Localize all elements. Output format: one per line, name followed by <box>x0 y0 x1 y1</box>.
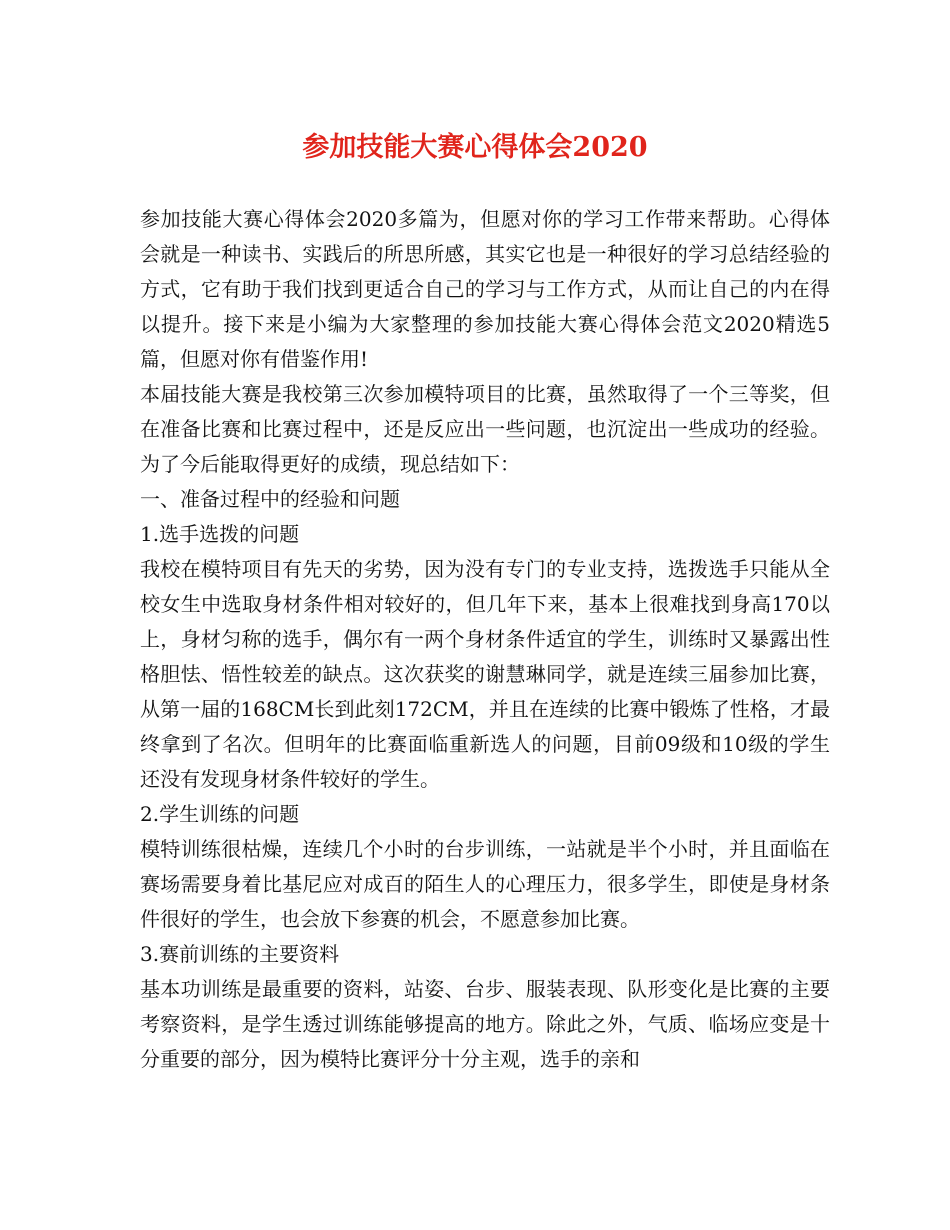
subheading-3: 3.赛前训练的主要资料 <box>140 942 340 966</box>
paragraph-intro: 参加技能大赛心得体会2020多篇为，但愿对你的学习工作带来帮助。心得体会就是一种读书、实践后的所思所感，其实它也是一种很好的学习总结经验的方式，它有助于我们找到更适合自己的学习与工作方式，从而让自己的内在得以提升。接下来是小编为大家整理的参加技能大赛心得体会范文2020精选5篇，但愿对你有借鉴作用! <box>140 207 830 371</box>
paragraph-training: 模特训练很枯燥，连续几个小时的台步训练，一站就是半个小时，并且面临在赛场需要身着比基尼应对成百的陌生人的心理压力，很多学生，即使是身材条件很好的学生，也会放下参赛的机会，不愿意参加比赛。 <box>140 837 830 931</box>
document-body <box>140 202 830 1077</box>
paragraph-materials: 基本功训练是最重要的资料，站姿、台步、服装表现、队形变化是比赛的主要考察资料，是学生透过训练能够提高的地方。除此之外，气质、临场应变是十分重要的部分，因为模特比赛评分十分主观，选手的亲和 <box>140 977 830 1071</box>
subheading-1: 1.选手选拨的问题 <box>140 522 300 546</box>
section-heading-1: 一、准备过程中的经验和问题 <box>140 487 400 511</box>
subheading-2: 2.学生训练的问题 <box>140 802 300 826</box>
paragraph-overview: 本届技能大赛是我校第三次参加模特项目的比赛，虽然取得了一个三等奖，但在准备比赛和比赛过程中，还是反应出一些问题，也沉淀出一些成功的经验。为了今后能取得更好的成绩，现总结如下： <box>140 382 830 476</box>
document-title: 参加技能大赛心得体会2020 <box>302 132 648 163</box>
paragraph-selection: 我校在模特项目有先天的劣势，因为没有专门的专业支持，选拨选手只能从全校女生中选取身材条件相对较好的，但几年下来，基本上很难找到身高170以上，身材匀称的选手，偶尔有一两个身材条件适宜的学生，训练时又暴露出性格胆怯、悟性较差的缺点。这次获奖的谢慧琳同学，就是连续三届参加比赛，从第一届的168CM长到此刻172CM，并且在连续的比赛中锻炼了性格，才最终拿到了名次。但明年的比赛面临重新选人的问题，目前09级和10级的学生还没有发现身材条件较好的学生。 <box>140 557 830 791</box>
